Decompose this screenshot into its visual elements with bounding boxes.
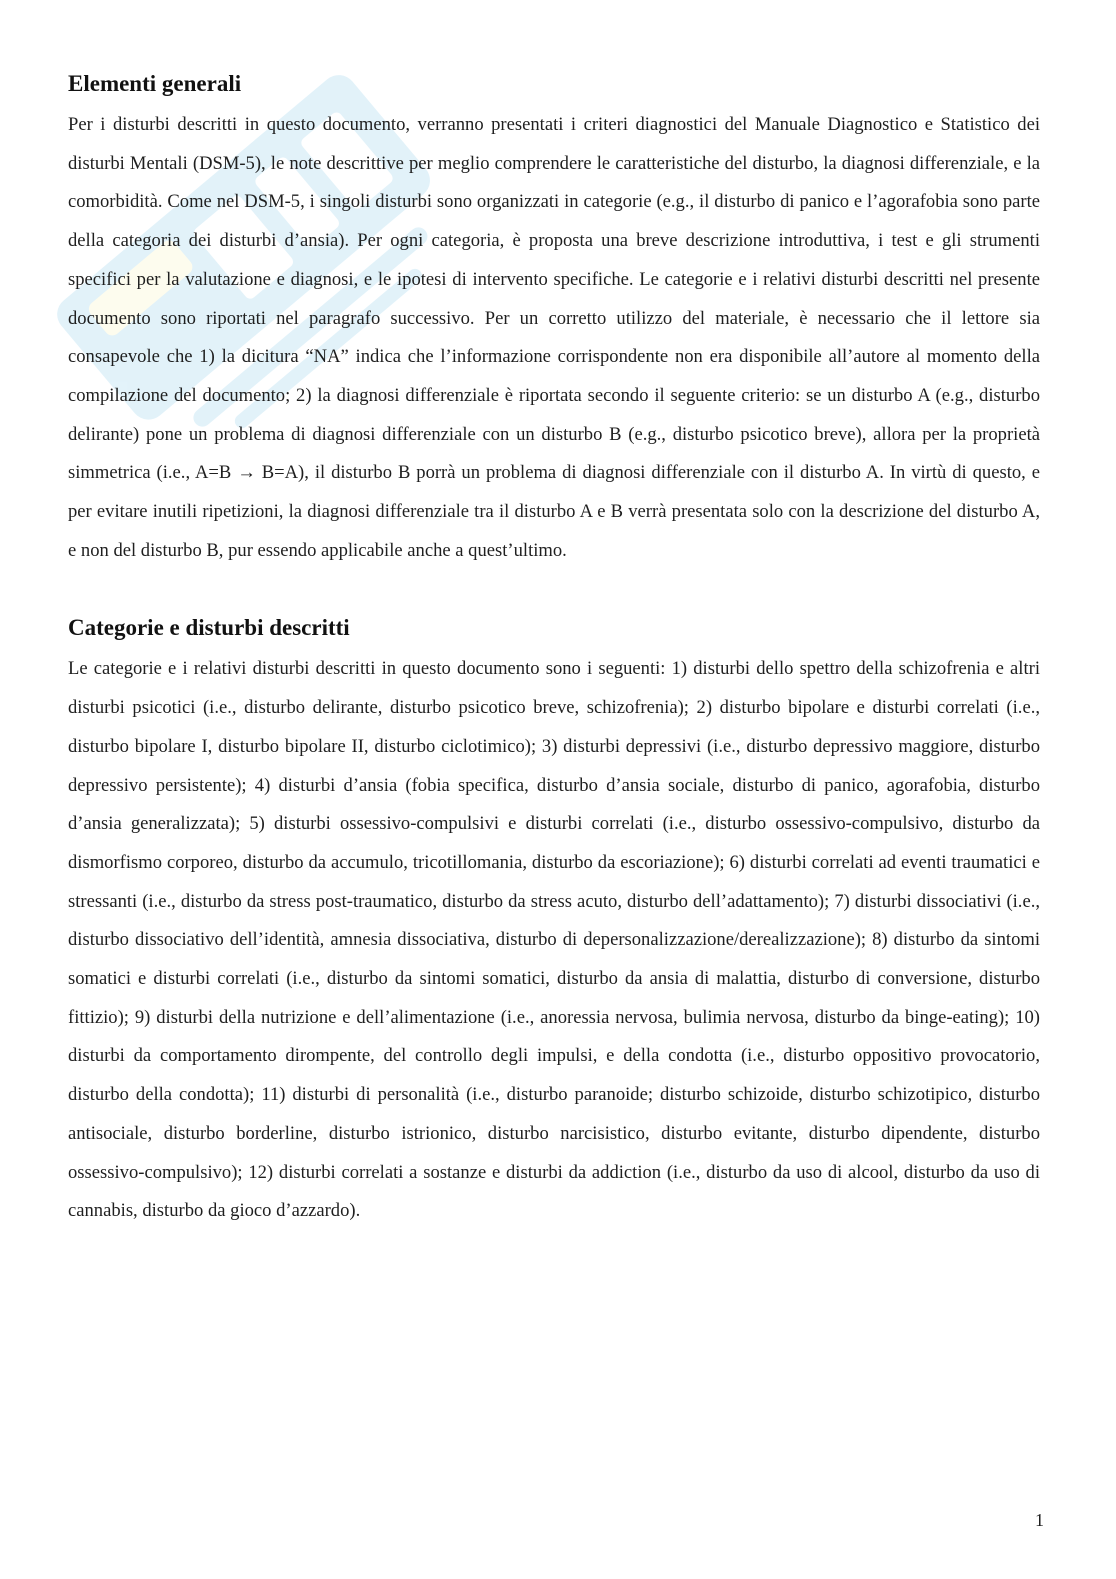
page-number: 1 (1035, 1510, 1044, 1530)
section-body-elementi-generali: Per i disturbi descritti in questo documento, verranno presentati i criteri diagnostici del Manuale Diagnostico e Statistico dei disturbi Mentali (DSM-5), le note descrittive per meglio comprendere le caratteristiche del disturbo, la diagnosi differenziale, e la comorbidità. Come nel DSM-5, i singoli disturbi sono organizzati in categorie (e.g., il disturbo di panico e l’agorafobia sono parte della categoria dei disturbi d’ansia). Per ogni categoria, è proposta una breve descrizione introduttiva, i test e gli strumenti specifici per la valutazione e diagnosi, e le ipotesi di intervento specifiche. Le categorie e i relativi disturbi descritti nel presente documento sono riportati nel paragrafo successivo. Per un corretto utilizzo del materiale, è necessario che il lettore sia consapevole che 1) la dicitura “NA” indica che l’informazione corrispondente non era disponibile all’autore al momento della compilazione del documento; 2) la diagnosi differenziale è riportata secondo il seguente criterio: se un disturbo A (e.g., disturbo delirante) pone un problema di diagnosi differenziale con un disturbo B (e.g., disturbo psicotico breve), allora per la proprietà simmetrica (i.e., A=B → B=A), il disturbo B porrà un problema di diagnosi differenziale con il disturbo A. In virtù di questo, e per evitare inutili ripetizioni, la diagnosi differenziale tra il disturbo A e B verrà presentata solo con la descrizione del disturbo A, e non del disturbo B, pur essendo applicabile anche a quest’ultimo. (68, 114, 1040, 561)
document-content (68, 68, 1040, 1231)
section-title-categorie: Categorie e disturbi descritti (68, 615, 350, 641)
section-spacer (68, 570, 1040, 612)
section-body-categorie: Le categorie e i relativi disturbi descritti in questo documento sono i seguenti: 1) disturbi dello spettro della schizofrenia e altri disturbi psicotici (i.e., disturbo delirante, disturbo psicotico breve, schizofrenia); 2) disturbo bipolare e disturbi correlati (i.e., disturbo bipolare I, disturbo bipolare II, disturbo ciclotimico); 3) disturbi depressivi (i.e., disturbo depressivo maggiore, disturbo depressivo persistente); 4) disturbi d’ansia (fobia specifica, disturbo d’ansia sociale, disturbo di panico, agorafobia, disturbo d’ansia generalizzata); 5) disturbi ossessivo-compulsivi e disturbi correlati (i.e., disturbo ossessivo-compulsivo, disturbo da dismorfismo corporeo, disturbo da accumulo, tricotillomania, disturbo da escoriazione); 6) disturbi correlati ad eventi traumatici e stressanti (i.e., disturbo da stress post-traumatico, disturbo da stress acuto, disturbo dell’adattamento); 7) disturbi dissociativi (i.e., disturbo dissociativo dell’identità, amnesia dissociativa, disturbo di depersonalizzazione/derealizzazione); 8) disturbo da sintomi somatici e disturbi correlati (i.e., disturbo da sintomi somatici, disturbo da ansia di malattia, disturbo di conversione, disturbo fittizio); 9) disturbi della nutrizione e dell’alimentazione (i.e., anoressia nervosa, bulimia nervosa, disturbo da binge-eating); 10) disturbi da comportamento dirompente, del controllo degli impulsi, e della condotta (i.e., disturbo oppositivo provocatorio, disturbo della condotta); 11) disturbi di personalità (i.e., disturbo paranoide; disturbo schizoide, disturbo schizotipico, disturbo antisociale, disturbo borderline, disturbo istrionico, disturbo narcisistico, disturbo evitante, disturbo dipendente, disturbo ossessivo-compulsivo); 12) disturbi correlati a sostanze e disturbi da addiction (i.e., disturbo da uso di alcool, disturbo da uso di cannabis, disturbo da gioco d’azzardo). (68, 658, 1040, 1222)
section-title-elementi-generali: Elementi generali (68, 71, 242, 96)
